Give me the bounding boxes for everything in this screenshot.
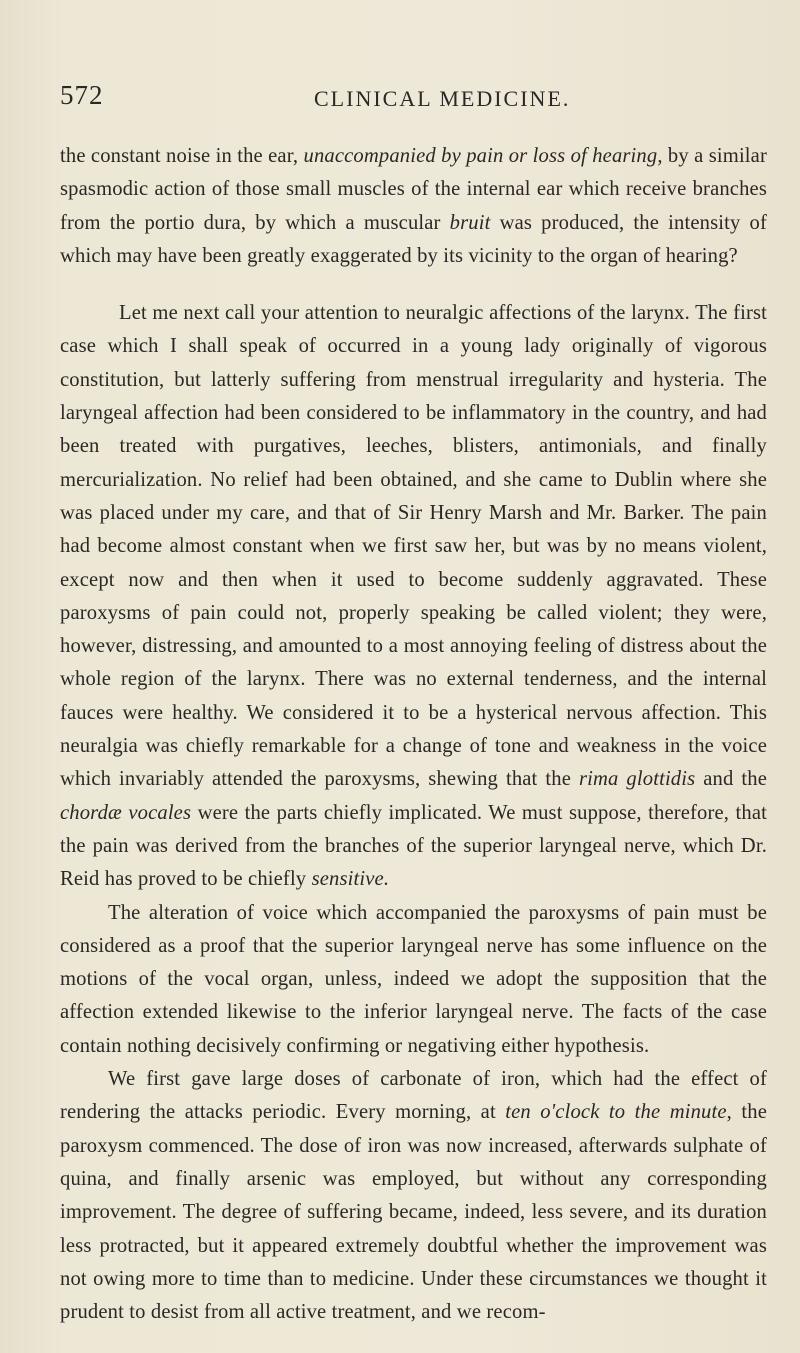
- italic-run: unaccompanied by pain or loss of hearing: [303, 145, 658, 167]
- text-run: was produced, the intensity of which may have been greatly exaggerated by its vicinity to the organ of hearing?: [60, 211, 767, 267]
- paragraph-continuation: [60, 140, 767, 273]
- paragraph-voice-alteration: The alteration of voice which accompanied the paroxysms of pain must be considered as a proof that the superior laryngeal nerve has some influence on the motions of the vocal organ, unless, indeed we adopt the supposition that the affection extended likewise to the inferior laryngeal nerve. The facts of the case contain nothing decisively confirming or negativing either hypothesis.: [60, 901, 767, 1057]
- italic-run: rima glottidis: [578, 768, 696, 791]
- paragraph-larynx-case: [60, 297, 767, 896]
- italic-run: sensitive.: [311, 868, 390, 891]
- italic-run: ten o'clock to the minute: [505, 1101, 727, 1124]
- running-title: CLINICAL MEDICINE.: [314, 86, 571, 111]
- paragraph-gap: [60, 273, 767, 297]
- italic-run: chordæ vocales: [60, 801, 192, 824]
- text-run: Let me next call your attention to neuralgic affections of the larynx. The first case which I shall speak of occurred in a young lady originally of vigorous constitution, but latterly suffering from menstrual irregularity and hysteria. The laryngeal affection had been considered to be inflammatory in the country, and had been treated with purgatives, leeches, blisters, antimonials, and finally mercurialization. No relief had been obtained, and she came to Dublin where she was placed under my care, and that of Sir Henry Marsh and Mr. Barker. The pain had become almost constant when we first saw her, but was by no means violent, except now and then when it used to become suddenly aggravated. These paroxysms of pain could not, properly speaking be called violent; they were, however, distressing, and amounted to a most annoying feeling of distress about the whole region of the larynx. There was no external tenderness, and the internal fauces were healthy. We considered it to be a hysterical nervous affection. This neuralgia was chiefly remarkable for a change of tone and weakness in the voice which invariably attended the paroxysms, shewing that the: [60, 302, 767, 791]
- text-run: , the paroxysm commenced. The dose of iron was now increased, afterwards sulphate of quina, and finally arsenic was employed, but without any corresponding improvement. The degree of suffering became, indeed, less severe, and its duration less protracted, but it appeared extremely doubtful whether the improvement was not owing more to time than to medicine. Under these circumstances we thought it prudent to desist from all active treatment, and we recom-: [60, 1101, 767, 1324]
- text-run: and the: [695, 768, 768, 791]
- text-run: , by a similar spasmodic action of those small muscles of the internal ear which receive branches from the portio dura, by which a muscular: [60, 145, 767, 234]
- text-run: the constant noise in the ear,: [60, 145, 304, 167]
- text-run: were the parts chiefly implicated. We must suppose, therefore, that the pain was derived from the branches of the superior laryngeal nerve, which Dr. Reid has proved to be chiefly: [60, 801, 767, 891]
- italic-run: bruit: [449, 211, 491, 234]
- paragraph-treatment: [60, 1063, 767, 1329]
- page-number: 572: [60, 80, 104, 110]
- text-run: We first gave large doses of carbonate of iron, which had the effect of rendering the attacks periodic. Every morning, at: [60, 1068, 767, 1124]
- running-head: [60, 80, 767, 110]
- body-text: [60, 140, 767, 1329]
